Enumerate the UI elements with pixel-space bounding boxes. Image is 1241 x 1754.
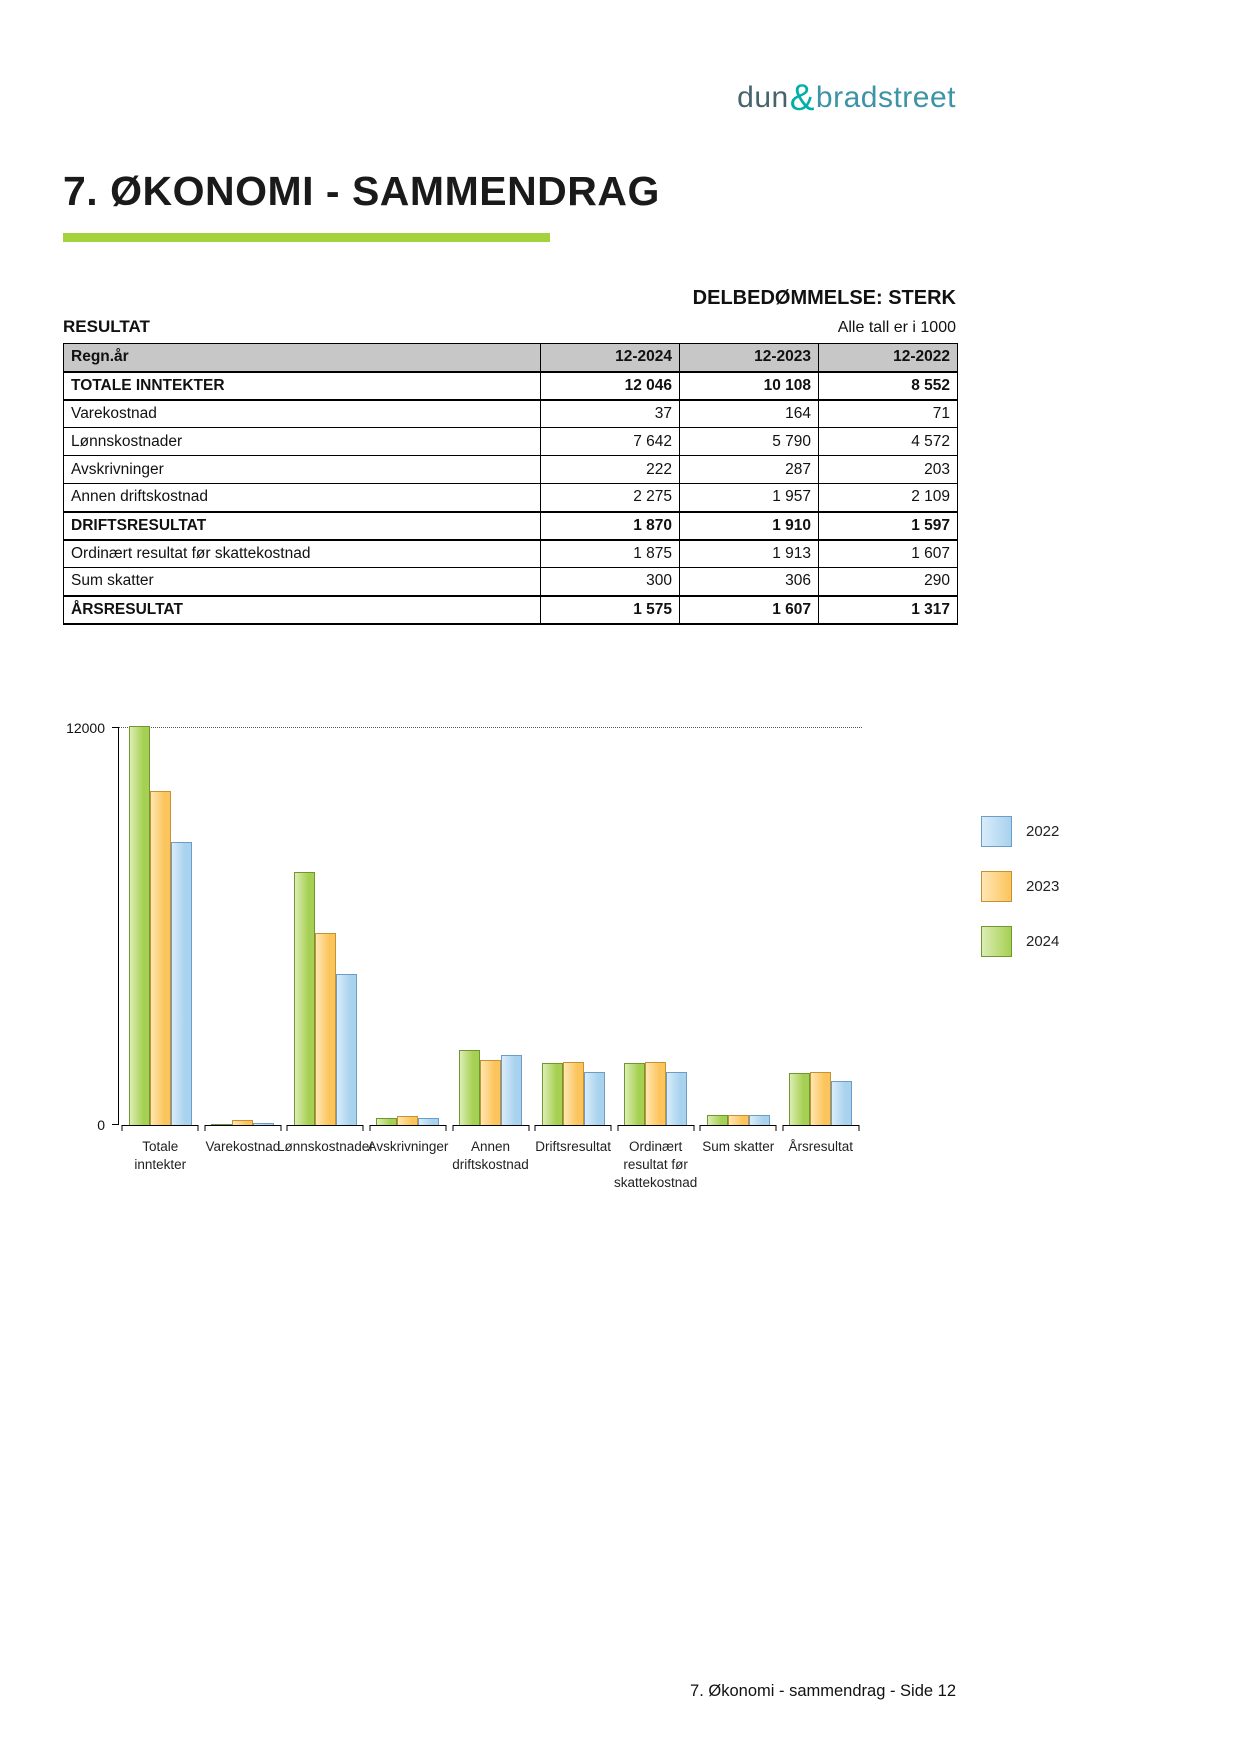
row-value: 1 957 <box>680 484 819 512</box>
legend-label: 2022 <box>1026 823 1060 840</box>
row-value: 203 <box>819 456 958 484</box>
bar-2022 <box>584 1072 605 1125</box>
row-value: 7 642 <box>541 428 680 456</box>
bar-cluster <box>459 1050 522 1125</box>
row-value: 1 913 <box>680 540 819 568</box>
table-row <box>64 456 958 484</box>
bar-2024 <box>459 1050 480 1125</box>
section-label: RESULTAT <box>63 317 150 336</box>
column-header: 12-2024 <box>541 344 680 372</box>
bar-2022 <box>749 1115 770 1125</box>
legend-item-2022 <box>981 816 1059 847</box>
legend-swatch-2024 <box>981 926 1012 957</box>
row-value: 1 597 <box>819 512 958 540</box>
x-axis-bracket <box>287 1125 364 1131</box>
row-label: Ordinært resultat før skattekostnad <box>64 540 541 568</box>
bar-2022 <box>501 1055 522 1125</box>
bar-2023 <box>480 1060 501 1125</box>
category-label: Driftsresultat <box>535 1139 611 1154</box>
bar-group <box>119 728 202 1173</box>
row-value: 1 607 <box>680 596 819 624</box>
x-axis-bracket <box>452 1125 529 1131</box>
table-row <box>64 400 958 428</box>
row-value: 306 <box>680 568 819 596</box>
bar-group <box>697 728 780 1154</box>
chart-plot-area <box>66 720 862 1191</box>
y-axis-label-zero: 0 <box>97 1117 105 1133</box>
column-header: Regn.år <box>64 344 541 372</box>
column-header: 12-2023 <box>680 344 819 372</box>
page-title: 7. ØKONOMI - SAMMENDRAG <box>63 168 660 214</box>
bar-2024 <box>624 1063 645 1125</box>
x-axis-bracket <box>369 1125 446 1131</box>
table-row <box>64 596 958 624</box>
row-value: 5 790 <box>680 428 819 456</box>
bar-2024 <box>376 1118 397 1125</box>
dnb-logo <box>0 74 956 116</box>
title-underline-bar <box>63 233 550 242</box>
bar-2023 <box>810 1072 831 1125</box>
bar-2024 <box>542 1063 563 1125</box>
x-axis-bracket <box>617 1125 694 1131</box>
logo-bradstreet-text: bradstreet <box>815 81 956 114</box>
bar-2024 <box>707 1115 728 1125</box>
row-value: 1 317 <box>819 596 958 624</box>
table-row <box>64 512 958 540</box>
bar-2023 <box>397 1116 418 1125</box>
bar-cluster <box>542 1062 605 1125</box>
sub-rating-text: DELBEDØMMELSE: STERK <box>692 287 956 309</box>
chart-groups <box>119 728 862 1191</box>
bar-2023 <box>563 1062 584 1125</box>
bar-2024 <box>129 726 150 1125</box>
row-value: 4 572 <box>819 428 958 456</box>
row-label: TOTALE INNTEKTER <box>64 372 541 400</box>
legend-swatch-2022 <box>981 816 1012 847</box>
bar-2023 <box>150 791 171 1125</box>
row-value: 37 <box>541 400 680 428</box>
category-label: Lønnskostnader <box>277 1139 374 1154</box>
table-row <box>64 540 958 568</box>
bar-group <box>367 728 450 1154</box>
row-label: Varekostnad <box>64 400 541 428</box>
legend-label: 2023 <box>1026 878 1060 895</box>
legend-item-2024 <box>981 926 1059 957</box>
row-label: Avskrivninger <box>64 456 541 484</box>
x-axis-bracket <box>122 1125 199 1131</box>
bar-group <box>614 728 698 1191</box>
row-value: 287 <box>680 456 819 484</box>
page-footer: 7. Økonomi - sammendrag - Side 12 <box>690 1682 956 1700</box>
bar-cluster <box>624 1062 687 1125</box>
bar-2022 <box>831 1081 852 1125</box>
row-value: 10 108 <box>680 372 819 400</box>
grouped-bar-chart <box>63 720 1123 1198</box>
bar-cluster <box>376 1116 439 1125</box>
bar-2023 <box>315 933 336 1125</box>
legend-item-2023 <box>981 871 1059 902</box>
category-label: Varekostnad <box>205 1139 281 1154</box>
y-axis-label-max: 12000 <box>66 720 105 736</box>
x-axis-bracket <box>535 1125 612 1131</box>
results-table <box>63 343 958 625</box>
x-axis-bracket <box>782 1125 859 1131</box>
row-value: 1 875 <box>541 540 680 568</box>
bar-2022 <box>666 1072 687 1125</box>
table-row <box>64 568 958 596</box>
row-value: 290 <box>819 568 958 596</box>
results-table-header-row <box>64 344 958 372</box>
bar-2024 <box>789 1073 810 1125</box>
row-value: 71 <box>819 400 958 428</box>
bar-2022 <box>336 974 357 1125</box>
row-value: 2 275 <box>541 484 680 512</box>
x-axis-bracket <box>204 1125 281 1131</box>
legend-swatch-2023 <box>981 871 1012 902</box>
bar-cluster <box>129 726 192 1125</box>
row-value: 1 575 <box>541 596 680 624</box>
y-axis-tick-zero <box>112 1124 119 1125</box>
row-label: Lønnskostnader <box>64 428 541 456</box>
bar-2022 <box>418 1118 439 1125</box>
y-axis-tick-max <box>112 727 119 728</box>
row-value: 164 <box>680 400 819 428</box>
result-header-row <box>63 317 956 337</box>
legend-label: 2024 <box>1026 933 1060 950</box>
category-label: Årsresultat <box>788 1139 854 1154</box>
row-value: 222 <box>541 456 680 484</box>
logo-ampersand-icon: & <box>789 77 815 118</box>
bar-group <box>202 728 285 1154</box>
row-value: 300 <box>541 568 680 596</box>
chart-legend <box>981 816 1059 981</box>
units-note: Alle tall er i 1000 <box>837 319 956 336</box>
category-label: Ordinært resultat før skattekostnad <box>614 1139 698 1191</box>
row-value: 8 552 <box>819 372 958 400</box>
row-value: 1 607 <box>819 540 958 568</box>
x-axis-bracket <box>700 1125 777 1131</box>
bar-cluster <box>294 872 357 1125</box>
bar-2024 <box>294 872 315 1125</box>
column-header: 12-2022 <box>819 344 958 372</box>
bar-group <box>277 728 374 1154</box>
table-row <box>64 428 958 456</box>
bar-cluster <box>707 1115 770 1125</box>
logo-dun-text: dun <box>737 81 789 114</box>
row-value: 2 109 <box>819 484 958 512</box>
row-value: 1 870 <box>541 512 680 540</box>
row-label: Annen driftskostnad <box>64 484 541 512</box>
bar-group <box>449 728 532 1173</box>
bar-2023 <box>645 1062 666 1125</box>
bar-2023 <box>728 1115 749 1125</box>
bar-group <box>532 728 615 1154</box>
table-row <box>64 484 958 512</box>
row-label: DRIFTSRESULTAT <box>64 512 541 540</box>
category-label: Sum skatter <box>702 1139 775 1154</box>
bar-cluster <box>789 1072 852 1125</box>
row-value: 12 046 <box>541 372 680 400</box>
bar-2022 <box>171 842 192 1125</box>
category-label: Avskrivninger <box>367 1139 449 1154</box>
results-table-body <box>64 372 958 624</box>
row-label: ÅRSRESULTAT <box>64 596 541 624</box>
category-label: Totale inntekter <box>134 1139 187 1173</box>
bar-group <box>780 728 863 1154</box>
table-row <box>64 372 958 400</box>
category-label: Annen driftskostnad <box>452 1139 529 1173</box>
row-label: Sum skatter <box>64 568 541 596</box>
row-value: 1 910 <box>680 512 819 540</box>
